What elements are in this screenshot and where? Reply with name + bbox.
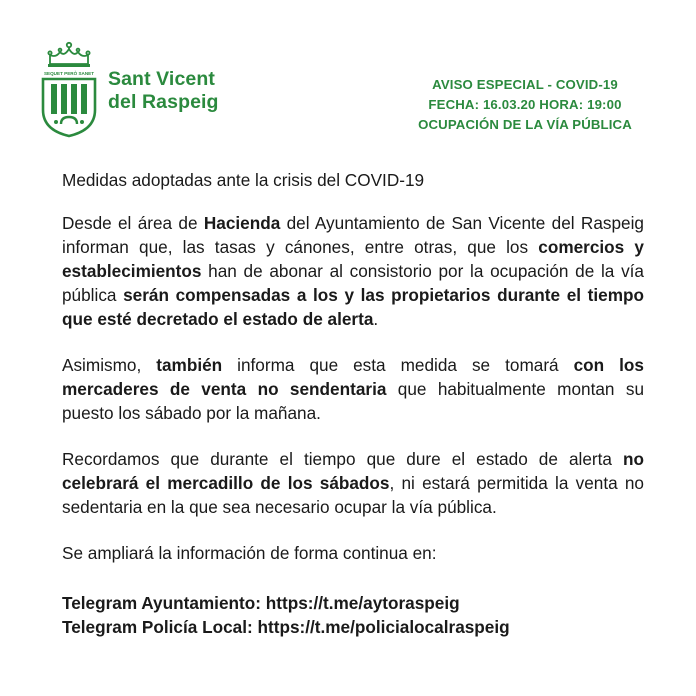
p1-text-2: del Ayuntamiento de San Vicente del Raspeig informan que, las tasas y cánones, entre otras, que los: [62, 213, 644, 257]
telegram-policia-link[interactable]: https://t.me/policialocalraspeig: [257, 617, 510, 637]
telegram-policia-label: Telegram Policía Local:: [62, 617, 253, 637]
coat-of-arms-logo: [40, 40, 98, 138]
notice-subject: OCUPACIÓN DE LA VÍA PÚBLICA: [418, 117, 632, 132]
header: [0, 0, 696, 150]
brand-line-2: del Raspeig: [108, 91, 219, 113]
p2-text-1: Asimismo,: [62, 355, 157, 375]
announcement-body: [62, 168, 644, 639]
p1-bold-1: Hacienda: [203, 213, 281, 233]
telegram-policia-row: [62, 615, 644, 639]
brand-name: [108, 68, 219, 114]
p1-bold-2: comercios y establecimientos: [62, 237, 644, 281]
telegram-ayuntamiento-row: [62, 591, 644, 615]
telegram-ayuntamiento-link[interactable]: https://t.me/aytoraspeig: [265, 593, 460, 613]
brand-line-1: Sant Vicent: [108, 68, 215, 90]
p2-text-3: que habitualmente montan su puesto los sábado por la mañana.: [62, 379, 644, 423]
p1-text-3: han de abonar al consistorio por la ocupación de la vía pública: [62, 261, 644, 305]
p1-text-1: Desde el área de: [62, 213, 204, 233]
p3-bold-1: no celebrará el mercadillo de los sábados: [62, 449, 644, 493]
p2-bold-1: también: [156, 355, 223, 375]
p3-text-2: , ni estará permitida la venta no sedentaria en la que sea necesario ocupar la vía pública.: [62, 473, 644, 517]
telegram-links: [62, 591, 644, 639]
paragraph-hacienda: [62, 211, 644, 331]
p1-bold-3: serán compensadas a los y las propietarios durante el tiempo que esté decretado el estado de alerta: [62, 285, 644, 329]
p1-text-4: .: [373, 309, 379, 329]
notice-header: [380, 75, 670, 135]
notice-title: AVISO ESPECIAL - COVID-19: [432, 77, 618, 92]
more-info-paragraph: Se ampliará la información de forma continua en:: [62, 543, 437, 563]
p2-text-2: informa que esta medida se tomará: [222, 355, 574, 375]
paragraph-mercaderes: [62, 353, 644, 425]
p3-text-1: Recordamos que durante el tiempo que dure el estado de alerta: [62, 449, 623, 469]
notice-date: FECHA: 16.03.20 HORA: 19:00: [428, 97, 622, 112]
paragraph-mercadillo: [62, 447, 644, 519]
p2-bold-2: con los mercaderes de venta no sendentaria: [62, 355, 644, 399]
telegram-ayuntamiento-label: Telegram Ayuntamiento:: [62, 593, 261, 613]
intro-paragraph: Medidas adoptadas ante la crisis del COVID-19: [62, 170, 425, 190]
logo-motto: SEQUET PERÒ SANET: [43, 71, 95, 76]
